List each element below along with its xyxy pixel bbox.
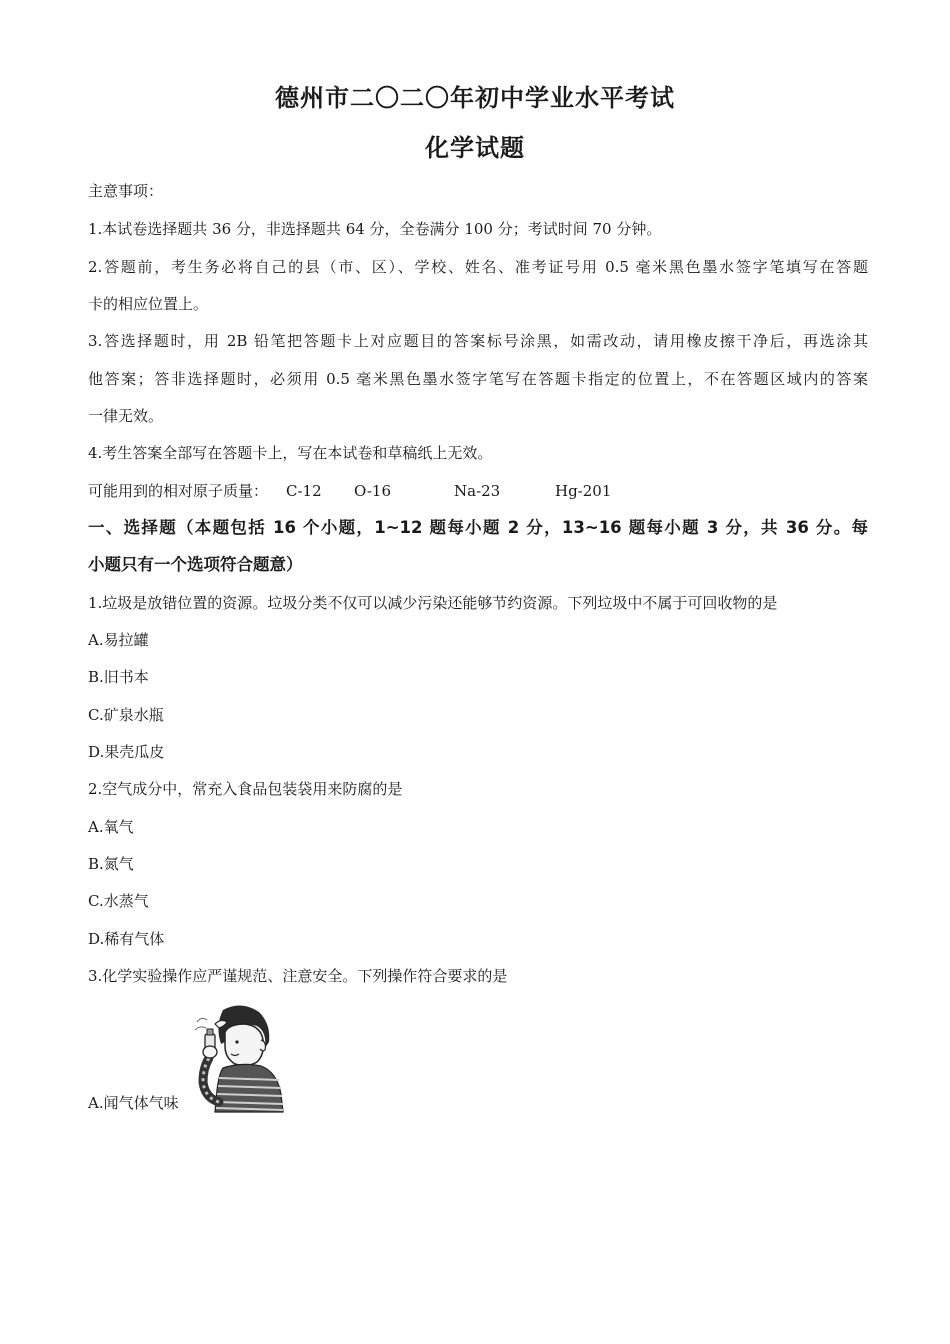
note-item-2-line-1: 2.答题前，考生务必将自己的县（市、区）、学校、姓名、准考证号用 0.5 毫米黑色墨水签字笔填写在答题 (88, 258, 868, 276)
note-item-2-line-2: 卡的相应位置上。 (88, 295, 209, 313)
atomic-mass-item: O-16 (354, 482, 392, 500)
question-1-option-d: D.果壳瓜皮 (88, 743, 165, 761)
note-item-1: 1.本试卷选择题共 36 分，非选择题共 64 分，全卷满分 100 分；考试时间 70 分钟。 (88, 220, 662, 238)
exam-title: 德州市二〇二〇年初中学业水平考试 (275, 84, 675, 112)
notes-heading: 主意事项： (88, 182, 164, 200)
atomic-mass-item: C-12 (286, 482, 322, 500)
section-heading-line-1: 一、选择题（本题包括 16 个小题，1~12 题每小题 2 分，13~16 题每小题 3 分，共 36 分。每 (88, 518, 868, 537)
question-1-option-c: C.矿泉水瓶 (88, 706, 164, 724)
section-heading-line-2: 小题只有一个选项符合题意） (88, 555, 303, 574)
question-2-option-d: D.稀有气体 (88, 930, 165, 948)
question-3-option-a: A.闻气体气味 (88, 1094, 179, 1112)
question-1-option-a: A.易拉罐 (88, 631, 149, 649)
question-2-stem: 2.空气成分中，常充入食品包装袋用来防腐的是 (88, 780, 403, 798)
atomic-mass-item: Hg-201 (555, 482, 612, 500)
note-item-3-line-2: 他答案；答非选择题时，必须用 0.5 毫米黑色墨水签字笔写在答题卡指定的位置上，不在答题区域内的答案 (88, 370, 868, 388)
note-item-4: 4.考生答案全部写在答题卡上，写在本试卷和草稿纸上无效。 (88, 444, 493, 462)
atomic-mass-label: 可能用到的相对原子质量： (88, 482, 269, 500)
question-2-option-b: B.氮气 (88, 855, 134, 873)
question-1-option-b: B.旧书本 (88, 668, 149, 686)
question-1-stem: 1.垃圾是放错位置的资源。垃圾分类不仅可以减少污染还能够节约资源。下列垃圾中不属于可回收物的是 (88, 594, 778, 612)
question-3-stem: 3.化学实验操作应严谨规范、注意安全。下列操作符合要求的是 (88, 967, 508, 985)
note-item-3-line-1: 3.答选择题时，用 2B 铅笔把答题卡上对应题目的答案标号涂黑，如需改动，请用橡皮擦干净后，再选涂其 (88, 332, 868, 350)
question-2-option-c: C.水蒸气 (88, 892, 149, 910)
exam-subtitle: 化学试题 (425, 134, 525, 162)
question-2-option-a: A.氧气 (88, 818, 134, 836)
atomic-mass-item: Na-23 (454, 482, 501, 500)
note-item-3-line-3: 一律无效。 (88, 407, 164, 425)
